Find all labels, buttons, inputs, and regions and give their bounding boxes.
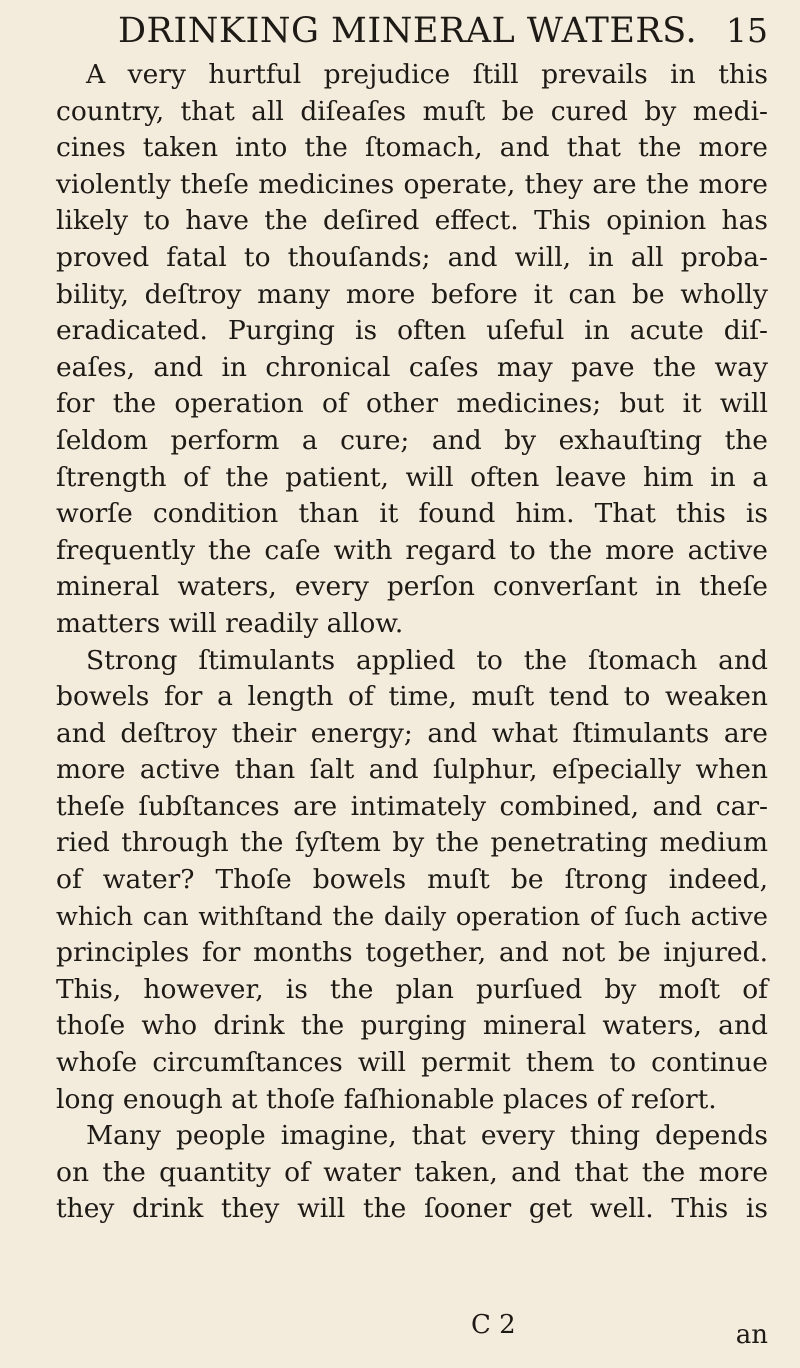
text-line: ried through the ſyſtem by the penetrating medium: [56, 827, 768, 859]
text-line: bility, deſtroy many more before it can be wholly: [56, 278, 768, 310]
text-line: Many people imagine, that every thing depends: [86, 1120, 768, 1152]
text-line: likely to have the deſired effect. This opinion has: [56, 205, 768, 237]
catchword: an: [735, 1320, 768, 1350]
text-line: long enough at thoſe faſhionable places of reſort.: [56, 1083, 717, 1115]
text-line: for the operation of other medicines; but it will: [56, 388, 768, 420]
body-text: [56, 57, 768, 1228]
text-line: bowels for a length of time, muſt tend to weaken: [56, 681, 768, 713]
text-line: Strong ſtimulants applied to the ſtomach and: [86, 644, 768, 676]
text-line: cines taken into the ſtomach, and that the more: [56, 132, 768, 164]
text-line: thoſe who drink the purging mineral waters, and: [56, 1010, 768, 1042]
text-line: eradicated. Purging is often uſeful in acute diſ-: [56, 315, 768, 347]
text-line: violently theſe medicines operate, they are the more: [56, 168, 768, 200]
text-line: whoſe circumſtances will permit them to continue: [56, 1047, 768, 1079]
paragraph-2: [56, 643, 768, 1119]
paragraph-3: [56, 1118, 768, 1228]
signature-mark: C 2: [471, 1310, 516, 1340]
text-line: frequently the caſe with regard to the more active: [56, 534, 768, 566]
text-line: on the quantity of water taken, and that the more: [56, 1156, 768, 1188]
text-line: which can withſtand the daily operation of ſuch active: [56, 901, 768, 932]
text-line: more active than ſalt and ſulphur, eſpecially when: [56, 754, 768, 786]
text-line: ſeldom perform a cure; and by exhauſting the: [56, 424, 768, 456]
text-line: eaſes, and in chronical caſes may pave the way: [56, 351, 768, 383]
text-line: theſe ſubſtances are intimately combined, and car-: [56, 790, 768, 822]
text-line: principles for months together, and not be injured.: [56, 937, 768, 969]
text-line: matters will readily allow.: [56, 607, 404, 639]
text-line: and deſtroy their energy; and what ſtimulants are: [56, 717, 768, 749]
page-footer: [56, 1308, 768, 1348]
page-number: 15: [726, 11, 768, 50]
text-line: ſtrength of the patient, will often leave him in a: [56, 461, 768, 493]
text-line: of water? Thoſe bowels muſt be ſtrong indeed,: [56, 864, 768, 896]
paragraph-1: [56, 57, 768, 643]
text-line: proved fatal to thouſands; and will, in all proba-: [56, 241, 768, 273]
text-line: worſe condition than it found him. That this is: [56, 498, 768, 530]
text-line: they drink they will the ſooner get well. This is: [56, 1193, 768, 1225]
text-line: mineral waters, every perſon converſant in theſe: [56, 571, 768, 603]
running-title: DRINKING MINERAL WATERS.: [118, 11, 698, 51]
text-line: This, however, is the plan purſued by moſt of: [56, 973, 768, 1005]
running-head: [118, 6, 768, 56]
text-line: A very hurtful prejudice ſtill prevails in this: [86, 59, 768, 90]
text-line: country, that all diſeaſes muſt be cured by medi-: [56, 95, 768, 127]
